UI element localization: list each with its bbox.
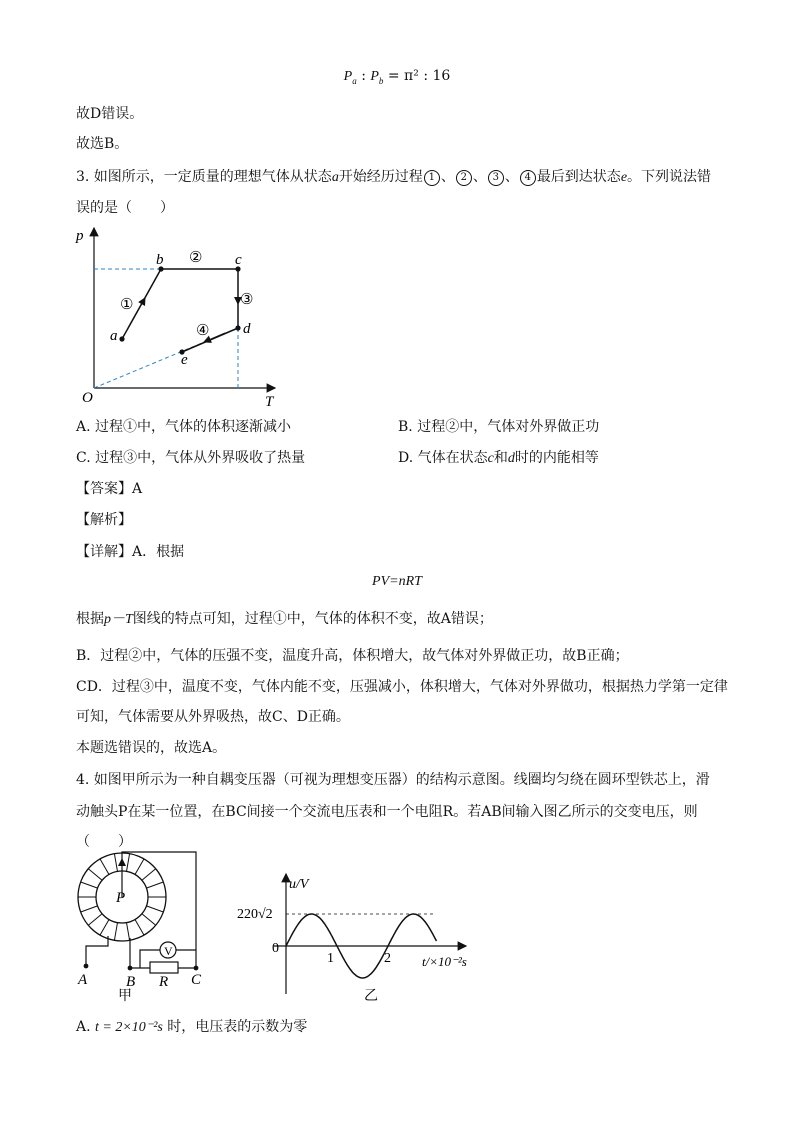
- label-r: R: [159, 974, 169, 990]
- yi-tick-2: 2: [384, 951, 391, 966]
- label-c: C: [191, 972, 202, 988]
- yi-tick-1: 1: [327, 951, 334, 966]
- header-formula: $P_a$ : $P_b = \pi^2$ : 16: [343, 68, 451, 86]
- q4-option-a: A. t = 2×10⁻²s 时，电压表的示数为零: [76, 1019, 308, 1035]
- label-a: A: [78, 972, 88, 988]
- pt-label-e: e: [181, 352, 188, 368]
- q3-explanation-cd-2: 可知，气体需要从外界吸热，故C、D正确。: [76, 709, 350, 725]
- pt-label-origin: O: [82, 390, 93, 406]
- pt-label-b: b: [156, 252, 164, 268]
- q3-detail-intro: 【详解】A．根据: [76, 544, 185, 560]
- q3-option-b: B. 过程②中，气体对外界做正功: [398, 419, 600, 435]
- q3-stem-line2: 误的是（ ）: [76, 200, 174, 216]
- pt-label-c: c: [235, 252, 242, 268]
- pt-label-process-4: ④: [196, 323, 210, 339]
- yi-label-zero: 0: [272, 941, 279, 956]
- yi-label-u: u/V: [289, 877, 309, 892]
- q3-option-c: C. 过程③中，气体从外界吸收了热量: [76, 450, 306, 466]
- q4-stem-line1: 4. 如图甲所示为一种自耦变压器（可视为理想变压器）的结构示意图。线圈均匀绕在圆环型铁芯上，滑: [76, 772, 710, 788]
- pt-label-process-1: ①: [120, 297, 134, 313]
- label-b: B: [126, 974, 136, 990]
- q3-analysis-tag: 【解析】: [76, 512, 132, 528]
- prev-conclusion-1: 故D错误。: [76, 106, 144, 122]
- q3-option-d: D. 气体在状态c和d时的内能相等: [398, 450, 599, 466]
- pt-label-d: d: [243, 321, 251, 337]
- q4-stem-line3: （ ）: [76, 834, 132, 850]
- yi-label-amplitude: 220√2: [237, 907, 273, 922]
- q3-stem-line1: 3. 如图所示，一定质量的理想气体从状态a开始经历过程 1 、 2 、 3 、 4 最后到达状态e。下列说法错: [76, 169, 712, 185]
- caption-jia: 甲: [118, 989, 132, 1004]
- pt-label-process-3: ③: [240, 292, 254, 308]
- q4-stem-line2: 动触头P在某一位置，在BC间接一个交流电压表和一个电阻R。若AB间输入图乙所示的交变电压，则: [76, 804, 698, 820]
- pt-label-process-2: ②: [189, 250, 203, 266]
- label-p: P: [116, 890, 126, 906]
- q3-conclusion: 本题选错误的，故选A。: [76, 740, 227, 756]
- q3-option-a: A. 过程①中，气体的体积逐渐减小: [76, 419, 292, 435]
- q3-answer: 【答案】A: [76, 481, 143, 497]
- yi-label-t: t/×10⁻²s: [422, 954, 467, 969]
- pt-label-p: p: [76, 228, 84, 244]
- q3-formula: PV=nRT: [372, 574, 422, 589]
- q3-explanation-cd-1: CD．过程③中，温度不变，气体内能不变，压强减小，体积增大，气体对外界做功，根据热力学第一定律: [76, 679, 728, 695]
- pt-label-a: a: [110, 328, 118, 344]
- q3-explanation-a: 根据p－T图线的特点可知，过程①中，气体的体积不变，故A错误；: [76, 611, 493, 627]
- pt-label-t: T: [265, 394, 274, 410]
- voltmeter-label: V: [164, 944, 173, 958]
- caption-yi: 乙: [364, 989, 378, 1004]
- q3-explanation-b: B．过程②中，气体的压强不变，温度升高，体积增大，故气体对外界做正功，故B正确；: [76, 648, 629, 664]
- prev-conclusion-2: 故选B。: [76, 136, 129, 152]
